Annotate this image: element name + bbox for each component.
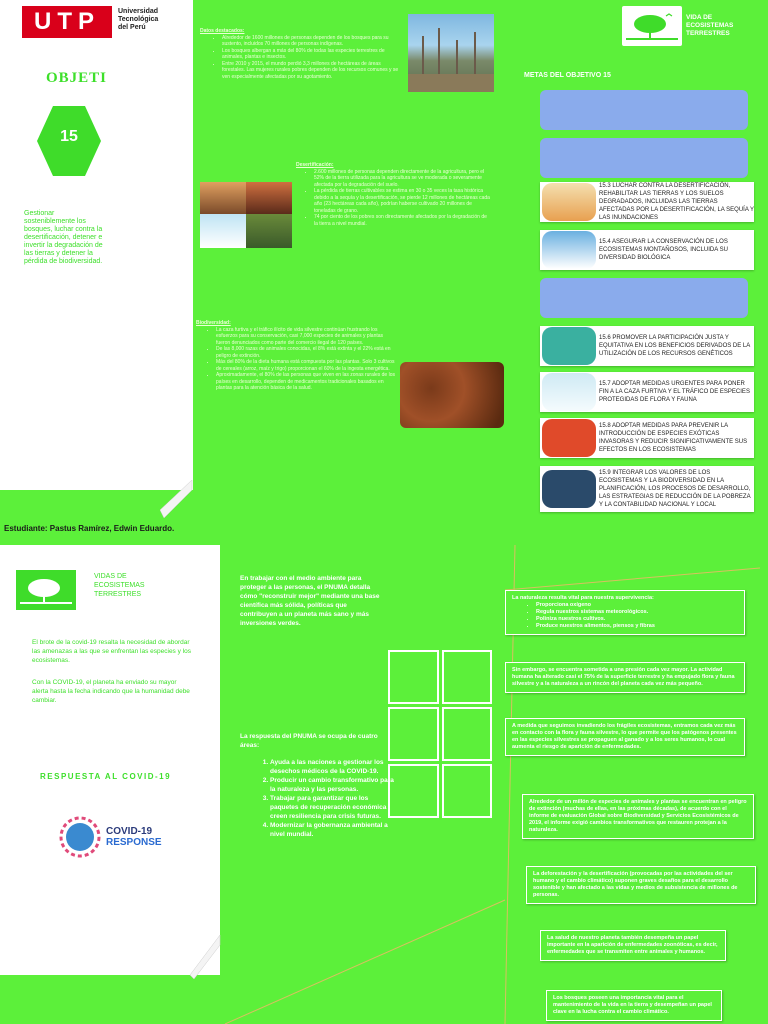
covid-para-1: El brote de la covid-19 resalta la necesidad de abordar las amenazas a las que se enfrentan las especies y los ecosistemas. xyxy=(32,639,191,664)
info-box-3: A medida que seguimos invadiendo los frágiles ecosistemas, entramos cada vez más en contacto con la flora y fauna silvestre, lo que permite que los patógenos presentes en las especies silvestres se propaguen al ganado y a los seres humanos, lo cual aumenta el riesgo de aparición de enfermedades. xyxy=(505,718,745,756)
meta-15-6: 15.6 PROMOVER LA PARTICIPACIÓN JUSTA Y EQUITATIVA EN LOS BENEFICIOS DERIVADOS DE LA UTILIZACIÓN DE LOS RECURSOS GENÉTICOS xyxy=(540,326,754,366)
info-box-1: La naturaleza resulta vital para nuestra supervivencia: • Proporciona oxígeno • Regula nuestros sistemas meteorológicos. • Poliniza nuestros cultivos. • Produce nuestros alimentos, piensos y fibras xyxy=(505,590,745,635)
biodiversity-section: Biodiversidad: • La caza furtiva y el tráfico ilícito de vida silvestre continúan frustrando los esfuerzos para su conservación, casi 7,000 especies de animales y plantas fueron denunciados como parte del comercio ilegal de 120 países. • De las 8,000 razas de animales conocidas, el 8% está extinta y el 22% está en peligro de extinción. • Más del 80% de la dieta humana está compuesta por las plantas. Solo 3 cultivos de cereales (arroz, maíz y trigo) proporcionan el 60% de la ingesta energética. • Aproximadamente, el 80% de las personas que viven en las zonas rurales de los países en desarrollo, dependen de medicamentos tradicionales basados en plantas para la atención básica de la salud. xyxy=(196,320,396,392)
info-box-5: La deforestación y la desertificación (provocadas por las actividades del ser humano y el cambio climático) suponen graves desafíos para el desarrollo sostenible y han afectado a las vidas y medios de subsistencia de millones de personas. xyxy=(526,866,756,904)
pnuma-intro: En trabajar con el medio ambiente para proteger a las personas, el PNUMA detalla cómo "reconstruir mejor" mediante una base científica más sólida, políticas que contribuyen a un planeta más sano y más inversiones verdes. xyxy=(240,575,380,627)
datos-section: Datos destacados: • Alrededor de 1600 millones de personas dependen de los bosques para su sustento, incluidos 70 millones de personas indígenas. • Los bosques albergan a más del 80% de todas las especies terrestres de animales, plantas e insectos. • Entre 2010 y 2015, el mundo perdió 3,3 millones de hectáreas de áreas forestales. Las mujeres rurales pobres dependen de los recursos comunes y se ven especialmente afectadas por su agotamiento. xyxy=(200,28,400,80)
info-box-6: La salud de nuestro planeta también desempeña un papel importante en la aparición de enfermedades zoonóticas, es decir, enfermedades que se transmiten entre animales y humanos. xyxy=(540,930,726,961)
meta-15-9: 15.9 INTEGRAR LOS VALORES DE LOS ECOSISTEMAS Y LA BIODIVERSIDAD EN LA PLANIFICACIÓN, LOS PROCESOS DE DESARROLLO, LAS ESTRATEGIAS DE REDUCCIÓN DE LA POBREZA Y LA CONTABILIDAD NACIONAL Y LOCAL xyxy=(540,466,754,512)
response-title: RESPUESTA AL COVID-19 xyxy=(40,772,172,781)
student-name: Estudiante: Pastus Ramírez, Edwin Eduardo. xyxy=(4,524,175,533)
desertification-section: Desertificación: • 2.600 millones de personas dependen directamente de la agricultura, pero el 52% de la tierra utilizada para la agricultura se ve moderada o severamente afectada por la degradación del suelo. • La pérdida de tierras cultivables se estima en 30 o 35 veces la tasa histórica debido a la sequía y la desertificación, se pierde 12 millones de hectáreas cada año (23 hectáreas cada año), podrían haberse cultivado 20 millones de toneladas de grano. • 74 por ciento de los pobres son directamente afectados por la degradación de la tierra a nivel mundial. xyxy=(296,162,492,227)
university-name: Universidad Tecnológica del Perú xyxy=(118,8,159,31)
pnuma-response-title: La respuesta del PNUMA se ocupa de cuatro áreas: xyxy=(240,733,378,749)
objective-label: OBJETI xyxy=(46,70,108,86)
info-box-2: Sin embargo, se encuentra sometida a una presión cada vez mayor. La actividad humana ha alterado casi el 75% de la superficie terrestre y ha empujado flora y fauna silvestre y a la naturaleza a un rincón del planeta cada vez más pequeño. xyxy=(505,662,745,693)
pnuma-areas: 1. Ayuda a las naciones a gestionar los desechos médicos de la COVID-19. 2. Producir un cambio transformativo para la naturaleza y las personas. 3. Trabajar para garantizar que los paquetes de recuperación económica creen resiliencia para crisis futuras. 4. Modernizar la gobernanza ambiental a nivel mundial. xyxy=(246,758,394,839)
utp-logo: UTP xyxy=(22,6,112,38)
objective-number: 15 xyxy=(60,128,78,145)
meta-15-4: 15.4 ASEGURAR LA CONSERVACIÓN DE LOS ECOSISTEMAS MONTAÑOSOS, INCLUIDA SU DIVERSIDAD BIOLÓGICA xyxy=(540,230,754,270)
meta-15-3: 15.3 LUCHAR CONTRA LA DESERTIFICACIÓN, REHABILITAR LAS TIERRAS Y LOS SUELOS DEGRADADOS, INCLUIDAS LAS TIERRAS AFECTADAS POR LA DESERTIFICACIÓN, LA SEQUÍA Y LAS INUNDACIONES xyxy=(540,182,754,222)
meta-15-7: 15.7 ADOPTAR MEDIDAS URGENTES PARA PONER FIN A LA CAZA FURTIVA Y EL TRÁFICO DE ESPECIES PROTEGIDAS DE FLORA Y FAUNA xyxy=(540,372,754,412)
bottom-brand-title: VIDAS DE ECOSISTEMAS TERRESTRES xyxy=(94,573,145,598)
covid-response-logo: COVID-19 RESPONSE xyxy=(58,812,168,862)
metas-title: METAS DEL OBJETIVO 15 xyxy=(524,72,611,79)
info-box-4: Alrededor de un millón de especies de animales y plantas se encuentran en peligro de extinción (muchas de ellas, en las próximas décadas), de acuerdo con el informe de evaluación Global sobre Biodiversidad y Servicios Ecosistémicos de 2019, el informe exigió cambios transformativos que restauren protejan a la naturaleza. xyxy=(522,794,754,839)
info-box-7: Los bosques poseen una importancia vital para el mantenimiento de la vida en la tierra y desempeñan un papel clave en la lucha contra el cambio climático. xyxy=(546,990,722,1021)
covid-para-2: Con la COVID-19, el planeta ha enviado su mayor alerta hasta la fecha indicando que la humanidad debe cambiar. xyxy=(32,679,190,704)
meta-15-8: 15.8 ADOPTAR MEDIDAS PARA PREVENIR LA INTRODUCCIÓN DE ESPECIES EXÓTICAS INVASORAS Y REDUCIR SIGNIFICATIVAMENTE SUS EFECTOS EN LOS ECOSISTEMAS xyxy=(540,418,754,458)
right-brand-title: VIDA DE ECOSISTEMAS TERRESTRES xyxy=(686,14,734,37)
objective-description: Gestionar sosteniblemente los bosques, luchar contra la desertificación, detener e invertir la degradación de las tierras y detener la pérdida de biodiversidad. xyxy=(24,210,103,265)
